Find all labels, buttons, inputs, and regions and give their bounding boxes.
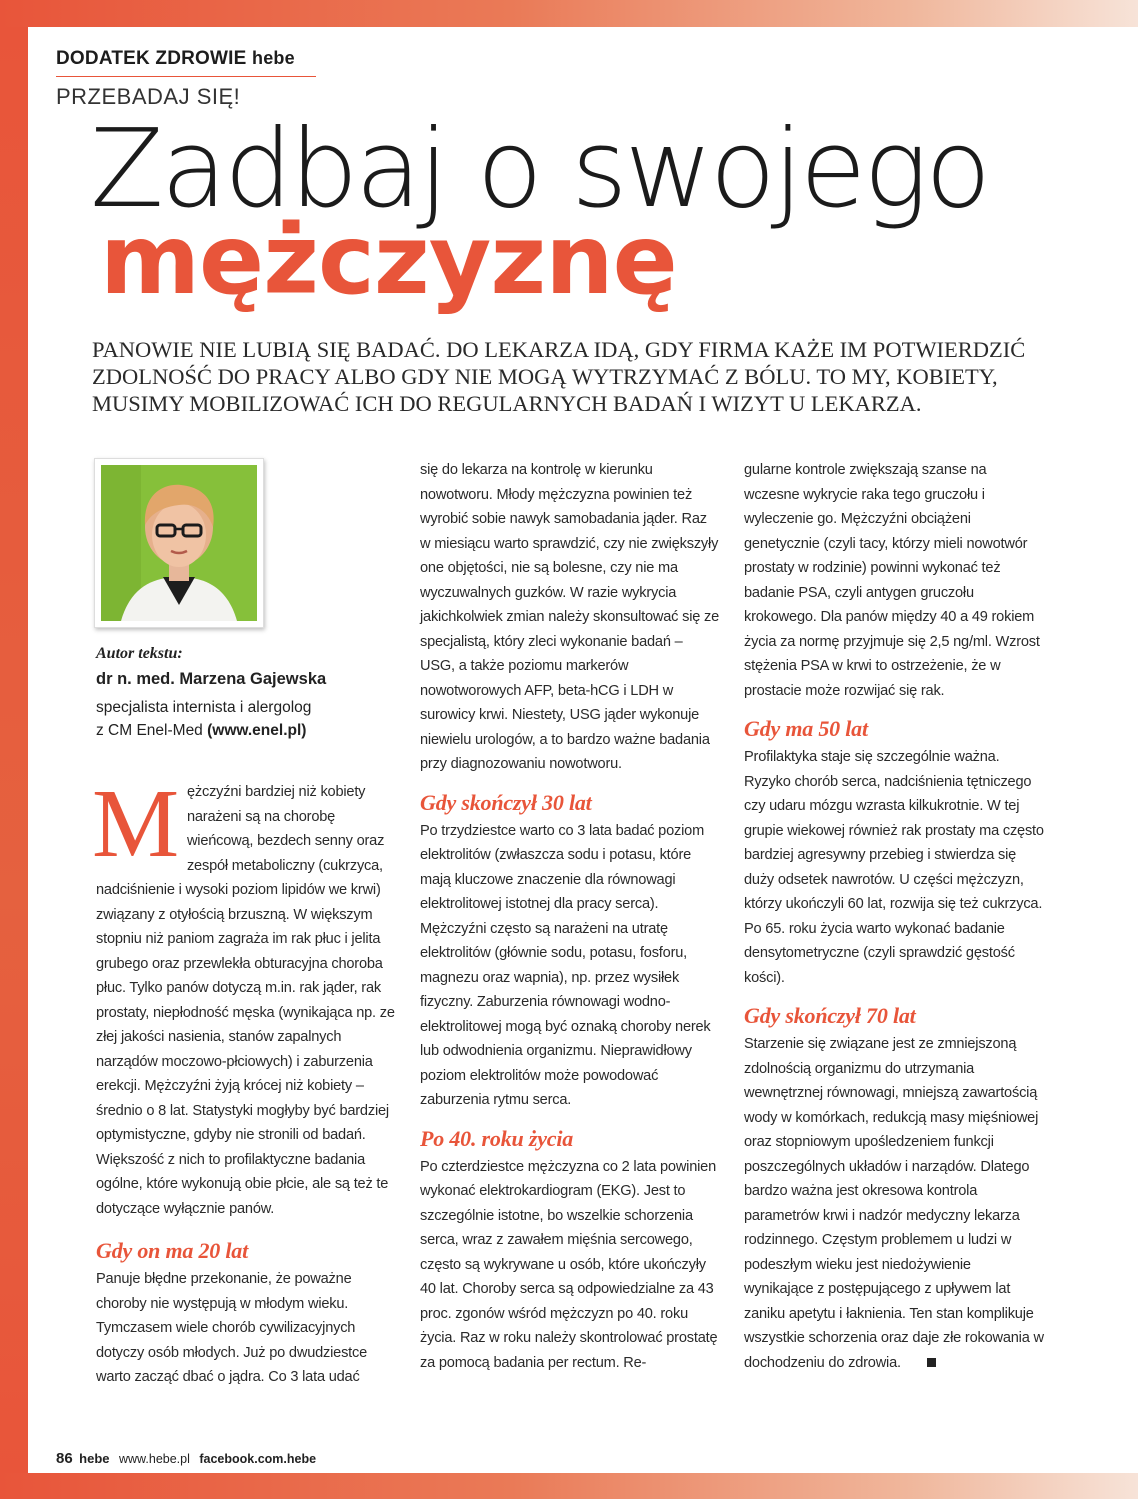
paragraph-age-50: Profilaktyka staje się szczególnie ważna. Ryzyko chorób serca, nadciśnienia tętniczego czy udaru mózgu wzrasta kilkukrotnie. W tej grupie wiekowej również rak prostaty ma często bardziej agresywny przebieg i stwierdza się duży odsetek nawrotów. U części mężczyzn, którzy ukończyli 60 lat, rozwija się też cukrzyca. Po 65. roku życia warto wykonać badanie densytometryczne (czyli sprawdzić gęstość kości).	[744, 749, 1044, 986]
section-brand: hebe	[252, 48, 295, 68]
footer-brand: hebe	[79, 1451, 110, 1466]
end-of-article-mark	[927, 1358, 936, 1367]
heading-age-40: Po 40. roku życia	[420, 1125, 574, 1151]
author-role	[96, 696, 396, 742]
portrait-illustration	[101, 465, 257, 621]
article-column-2	[420, 458, 720, 1375]
top-accent-bar	[0, 0, 1138, 27]
author-label: Autor tekstu:	[96, 645, 183, 662]
heading-age-50: Gdy ma 50 lat	[744, 716, 868, 741]
title-line-2: mężczyznę	[100, 204, 677, 316]
section-tag	[56, 48, 295, 70]
author-portrait	[101, 465, 257, 621]
left-accent-bar	[0, 27, 28, 1473]
paragraph-age-70	[744, 1032, 1044, 1375]
kicker: PRZEBADAJ SIĘ!	[56, 84, 241, 109]
article-column-3	[744, 458, 1044, 1375]
page-number: 86	[56, 1450, 73, 1467]
page-footer	[56, 1450, 316, 1467]
bottom-accent-bar	[0, 1473, 1138, 1499]
paragraph-prostate: gularne kontrole zwiększają szanse na wczesne wykrycie raka tego gruczołu i wyleczenie go. Mężczyźni obciążeni genetycznie (czyli tacy, którzy mieli nowotwór prostaty w rodzinie) powinni wykonać też badanie PSA, czyli antygen gruczołu krokowego. Dla panów między 40 a 49 rokiem życia za normę przyjmuje się 2,5 ng/ml. Wzrost stężenia PSA w krwi to ostrzeżenie, że w prostacie może rozwijać się rak.	[744, 462, 1040, 699]
heading-age-30: Gdy skończył 30 lat	[420, 789, 592, 815]
author-role-line-2: z CM Enel-Med	[96, 722, 208, 739]
author-name: dr n. med. Marzena Gajewska	[96, 670, 327, 688]
author-photo	[94, 458, 264, 628]
section-divider	[56, 76, 316, 77]
paragraph-age-20: Panuje błędne przekonanie, że poważne choroby nie występują w młodym wieku. Tymczasem wiele chorób cywilizacyjnych dotyczy osób młodych. Już po dwudziestce warto zacząć dbać o jądra. Co 3 lata udać	[96, 1271, 368, 1385]
intro-paragraph	[92, 770, 396, 1221]
paragraph-age-70-text: Starzenie się związane jest ze zmniejszoną zdolnością organizmu do utrzymania wewnętrznej równowagi, mniejszą zawartością wody w komórkach, redukcją masy mięśniowej oraz stopniowym upośledzeniem funkcji poszczególnych układów i narządów. Dlatego bardzo ważna jest okresowa kontrola parametrów krwi i nadzór medyczny lekarza rodzinnego. Częstym problemem u ludzi w podeszłym wieku jest niedożywienie wynikające z postępującego z upływem lat zaniku apetytu i łaknienia. Ten stan komplikuje wszystkie schorzenia oraz daje złe rokowania w dochodzeniu do zdrowia.	[744, 1036, 1044, 1371]
paragraph-age-40: Po czterdziestce mężczyzna co 2 lata powinien wykonać elektrokardiogram (EKG). Jest to szczególnie istotne, bo wszelkie schorzenia serca, wraz z zawałem mięśnia sercowego, często są wykrywane u osób, które ukończyły 40 lat. Choroby serca są odpowiedzialne za 43 proc. zgonów wśród mężczyzn po 40. roku życia. Raz w roku należy skontrolować prostatę za pomocą badania per rectum. Re-	[420, 1158, 718, 1371]
title-line-1: Zadbaj o swojego	[90, 107, 989, 232]
footer-website-link[interactable]: www.hebe.pl	[119, 1452, 190, 1466]
heading-age-70: Gdy skończył 70 lat	[744, 1003, 916, 1028]
lead-paragraph: PANOWIE NIE LUBIĄ SIĘ BADAĆ. DO LEKARZA IDĄ, GDY FIRMA KAŻE IM POTWIERDZIĆ ZDOLNOŚĆ DO PRACY ALBO GDY NIE MOGĄ WYTRZYMAĆ Z BÓLU. TO MY, KOBIETY, MUSIMY MOBILIZOWAĆ ICH DO REGULARNYCH BADAŃ I WIZYT U LEKARZA.	[92, 337, 1026, 416]
dropcap: M	[92, 770, 179, 878]
heading-age-20: Gdy on ma 20 lat	[96, 1238, 249, 1263]
author-role-line-1: specjalista internista i alergolog	[96, 699, 312, 716]
footer-facebook-link[interactable]: facebook.com.hebe	[199, 1452, 317, 1466]
paragraph-testicular: się do lekarza na kontrolę w kierunku nowotworu. Młody mężczyzna powinien też wyrobić sobie nawyk samobadania jąder. Raz w miesiącu warto sprawdzić, czy nie zwiększyły one objętości, nie są bolesne, czy nie ma wyczuwalnych guzków. W razie wykrycia jakichkolwiek zmian należy skonsultować się ze specjalistą, który zleci wykonanie badań – USG, a także poziomu markerów nowotworowych AFP, beta-hCG i LDH w surowicy krwi. Niestety, USG jąder wykonuje niewielu urologów, a to bardzo ważne badania przy diagnozowaniu nowotworu.	[420, 462, 720, 772]
paragraph-age-30: Po trzydziestce warto co 3 lata badać poziom elektrolitów (zwłaszcza sodu i potasu, które mają kluczowe znaczenie dla równowagi elektrolitowej istotnej dla pracy serca). Mężczyźni często są narażeni na utratę elektrolitów (głównie sodu, potasu, fosforu, magnezu oraz wapnia), np. przez wysiłek fizyczny. Zaburzenia równowagi wodno-elektrolitowej mogą być oznaką choroby nerek lub odwodnienia organizmu. Nieprawidłowy poziom elektrolitów może powodować zaburzenia rytmu serca.	[420, 822, 711, 1108]
article-column-1	[92, 770, 396, 1390]
author-website-link[interactable]: (www.enel.pl)	[207, 722, 307, 739]
section-name: DODATEK ZDROWIE	[56, 48, 247, 69]
intro-text: ężczyźni bardziej niż kobiety narażeni są na chorobę wieńcową, bezdech senny oraz zespół metaboliczny (cukrzyca, nadciśnienie i wysoki poziom lipidów we krwi) związany z otyłością brzuszną. W większym stopniu niż paniom zagraża im rak płuc i jelita grubego oraz przewlekła obturacyjna choroba płuc. Tylko panów dotyczą m.in. rak jąder, rak prostaty, niepłodność męska (wynikająca np. ze złej jakości nasienia, stanów zapalnych narządów moczowo-płciowych) i zaburzenia erekcji. Mężczyźni żyją krócej niż kobiety – średnio o 8 lat. Statystyki mogłyby być bardziej optymistyczne, gdyby nie stronili od badań. Większość z nich to profilaktyczne badania ogólne, które wykonują obie płcie, ale są też te dotyczące wyłącznie panów.	[96, 784, 395, 1217]
